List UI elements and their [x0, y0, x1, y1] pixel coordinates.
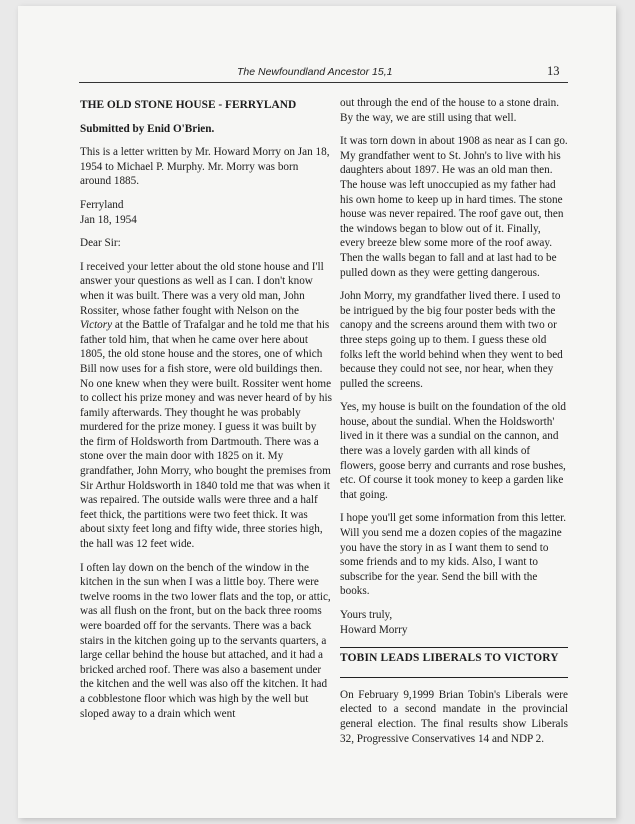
paragraph-2: I often lay down on the bench of the window in the kitchen in the sun when I was a little boy. There were twelve rooms in the two lower flats and the top, or attic, was all flush on the front, but on the back three rooms were boarded off for the servants. There was a back stairs in the kitchen going up to the servants quarters, a large cellar behind the house but attached, and it had a bricked arched roof. There was also a basement under the kitchen and the well was also off the kitchen. It had a cobblestone floor which was high by the well but sloped away to a drain which went: [80, 561, 331, 720]
news-body: On February 9,1999 Brian Tobin's Liberals were elected to a second mandate in the provincial general election. The final results show Liberals 32, Progressive Conservatives 14 and NDP 2.: [340, 688, 568, 745]
article-title: THE OLD STONE HOUSE - FERRYLAND: [80, 99, 297, 111]
paragraph-6: I hope you'll get some information from this letter. Will you send me a dozen copies of the magazine you have the story in as I want them to send to some friends and to my kids. Also, I want to subscribe for the year. Send the bill with the books.: [340, 512, 567, 598]
paragraph-5: Yes, my house is built on the foundation of the old house, about the sundial. When the Holdsworth' lived in it there was a sundial on the cannon, and there was a lovely garden with all kinds of flowers, goose berry and currants and rose bushes, etc. Of course it took money to keep a garden like that going.: [340, 401, 567, 501]
paragraph-2-continued: out through the end of the house to a stone drain. By the way, we are still using that well.: [340, 97, 560, 124]
running-header: The Newfoundland Ancestor 15,1: [237, 66, 393, 78]
paragraph-1-end: at the Battle of Trafalgar and he told me that his father told him, that when he came over here about 1805, the old stone house and the stores, one of which Bill now uses for a fish store, were old buildings then. No one knew when they were built. Rossiter went home to collect his prize money and was never heard of by his family afterwards. They thought he was probably murdered for the prize money. I guess it was built by the firm of Holdsworth from Dartmouth. There was a stone over the main door with 1825 on it. My grandfather, John Morry, who bought the premises from Sir Arthur Holdsworth in 1840 told me that was when it was repaired. The outside walls were three and a half feet thick, the partitions were two feet thick. It was about sixty feet long and fifty wide, three stories high, the hall was 12 feet wide.: [80, 319, 332, 551]
salutation: Dear Sir:: [80, 237, 121, 250]
left-column: [80, 98, 332, 730]
letter-place: Ferryland: [80, 198, 124, 211]
paragraph-1: [80, 260, 332, 552]
page-number: 13: [547, 64, 560, 78]
signature: Howard Morry: [340, 623, 408, 636]
ship-name: Victory: [80, 319, 113, 332]
article-byline: Submitted by Enid O'Brien.: [80, 122, 215, 135]
letter-date: Jan 18, 1954: [80, 213, 137, 226]
paragraph-4: John Morry, my grandfather lived there. I used to be intrigued by the big four poster beds with the canopy and the screens around them with two or three steps going up to them. I guess these old folks left the world behind when they went to bed because they could not see, nor hear, when they pulled the screens.: [340, 290, 563, 390]
intro-paragraph: This is a letter written by Mr. Howard Morry on Jan 18, 1954 to Michael P. Murphy. Mr. Morry was born around 1885.: [80, 146, 330, 188]
news-rule-bottom: [340, 677, 568, 678]
letter-heading: [80, 198, 332, 227]
paragraph-1-start: I received your letter about the old stone house and I'll answer your questions as well as I can. I don't know when it was built. There was a very old man, John Rossiter, whose father fought with Nelson on the: [80, 260, 324, 317]
paragraph-3: It was torn down in about 1908 as near as I can go. My grandfather went to St. John's to live with his daughters about 1897. He was an old man then. The house was left unoccupied as my father had his own home to keep up in hard times. The stone house was never repaired. The roof gave out, then the windows began to blow out of it. Finally, every breeze blew some more of the roof away. Then the walls began to fall and at last had to be pulled down as they were getting dangerous.: [340, 135, 568, 279]
header-rule: [79, 82, 568, 83]
closing: [340, 608, 568, 637]
right-column: [340, 96, 568, 755]
news-title: TOBIN LEADS LIBERALS TO VICTORY: [340, 652, 559, 665]
closing-phrase: Yours truly,: [340, 609, 393, 621]
